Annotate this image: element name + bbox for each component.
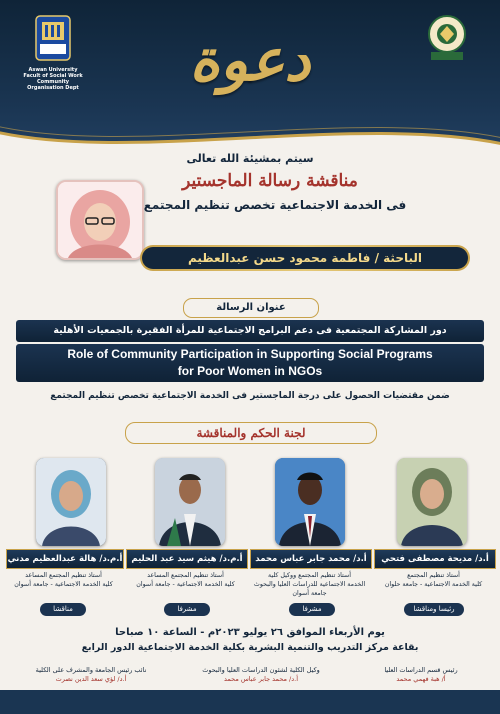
degree-line: ضمن مقتضيات الحصول على درجة الماجستير فى الخدمة الاجتماعية تخصص تنظيم المجتمع: [50, 391, 450, 401]
member-desc-line-1: أستاذ تنظيم المجتمع: [407, 572, 460, 579]
member-desc-line-3: جامعة أسوان: [292, 590, 327, 597]
thesis-title-ar: دور المشاركة المجتمعية فى دعم البرامج الاجتماعية للمرأة الفقيرة بالجمعيات الأهلية: [53, 325, 447, 336]
researcher-name: الباحثة / فاطمة محمود حسن عبدالعظيم: [142, 247, 468, 269]
member-role-badge: مشرفا: [289, 603, 335, 616]
member-desc-line-2: كلية الخدمة الاجتماعية - جامعة أسوان: [14, 581, 113, 588]
intro-line-1: سيتم بمشيئة الله تعالى: [186, 152, 314, 165]
researcher-name-plate: [140, 245, 470, 271]
signature-title: وكيل الكلية لشئون الدراسات العليا والبحوث: [202, 666, 320, 674]
member-desc: [376, 571, 491, 589]
signature-block: [346, 666, 496, 684]
intro-line-2: مناقشة رسالة الماجستير: [182, 171, 358, 191]
faculty-emblem-icon: [34, 14, 72, 62]
member-portrait-icon: [275, 458, 345, 546]
member-portrait-icon: [397, 458, 467, 546]
signature-title: نائب رئيس الجامعة والمشرف على الكلية: [35, 666, 147, 674]
event-datetime: يوم الأربعاء الموافق ٢٦ يوليو ٢٠٢٣م - الساعة ١٠ صباحا: [115, 627, 385, 638]
member-photo: [275, 458, 345, 546]
member-name: أ.م.د/ هيثم سيد عبد الحليم: [126, 549, 248, 569]
thesis-heading-box: [183, 298, 319, 318]
faculty-logo-line-3: Community Organisation Dept: [27, 79, 79, 91]
signature-block: [6, 666, 176, 684]
member-photo: [397, 458, 467, 546]
member-desc: [252, 571, 367, 598]
member-desc-line-2: كلية الخدمة الاجتماعية - جامعة حلوان: [384, 581, 483, 588]
faculty-logo: [18, 14, 88, 91]
member-desc-line-2: الخدمة الاجتماعية للدراسات العليا والبحوث: [253, 581, 366, 588]
member-name: أ.د/ محمد جابر عباس محمد: [250, 549, 372, 569]
signature-title: رئيس قسم الدراسات العليا: [384, 666, 458, 674]
member-portrait-icon: [155, 458, 225, 546]
committee-heading-box: [125, 422, 377, 444]
footer-band: [0, 690, 500, 714]
member-portrait-icon: [36, 458, 106, 546]
faculty-logo-line-2: Facult of Social Work: [23, 73, 83, 79]
thesis-title-en-1: Role of Community Participation in Supporting Social Programs: [67, 347, 433, 361]
signature-block: [176, 666, 346, 684]
signature-name: أ/ هبة فهمي محمد: [396, 675, 446, 683]
member-name: أ.د/ مديحة مصطفى فتحي: [374, 549, 496, 569]
signature-name: أ.د/ لؤي سعد الدين نصرت: [55, 675, 127, 683]
member-desc: [128, 571, 243, 589]
thesis-title-en-bar: [16, 344, 484, 382]
member-role-badge: مشرفا: [164, 603, 210, 616]
invitation-title-text: دعوة: [189, 26, 311, 94]
member-role-badge: رئيسا ومناقشا: [404, 603, 464, 616]
event-place: بقاعة مركز التدريب والتنمية البشرية بكلية الخدمة الاجتماعية الدور الرابع: [81, 642, 419, 653]
member-desc-line-2: كلية الخدمة الاجتماعية - جامعة أسوان: [136, 581, 235, 588]
header-wave: [0, 118, 500, 178]
thesis-title-ar-bar: [16, 320, 484, 342]
university-seal-icon: [425, 14, 469, 62]
member-desc: [6, 571, 121, 589]
member-photo: [155, 458, 225, 546]
university-logo: [412, 14, 482, 62]
thesis-title-en-2: for Poor Women in NGOs: [177, 364, 323, 378]
researcher-portrait-icon: [58, 182, 142, 258]
researcher-photo: [56, 180, 144, 260]
invitation-title: [150, 20, 350, 110]
signature-name: أ.د/ محمد جابر عباس محمد: [223, 675, 299, 683]
committee-heading: لجنة الحكم والمناقشة: [196, 426, 306, 440]
thesis-heading: عنوان الرسالة: [216, 302, 286, 313]
intro-line-3: فى الخدمة الاجتماعية تخصص تنظيم المجتمع: [143, 198, 407, 212]
member-photo: [36, 458, 106, 546]
member-desc-line-1: أستاذ تنظيم المجتمع المساعد: [147, 572, 224, 579]
member-role-badge: مناقشا: [40, 603, 86, 616]
member-desc-line-1: أستاذ تنظيم المجتمع ووكيل كلية: [268, 572, 351, 579]
member-name: أ.م.د/ هالة عبدالعظيم مدني: [6, 549, 124, 569]
member-desc-line-1: أستاذ تنظيم المجتمع المساعد: [25, 572, 102, 579]
faculty-logo-line-1: Aswan University: [28, 67, 78, 73]
